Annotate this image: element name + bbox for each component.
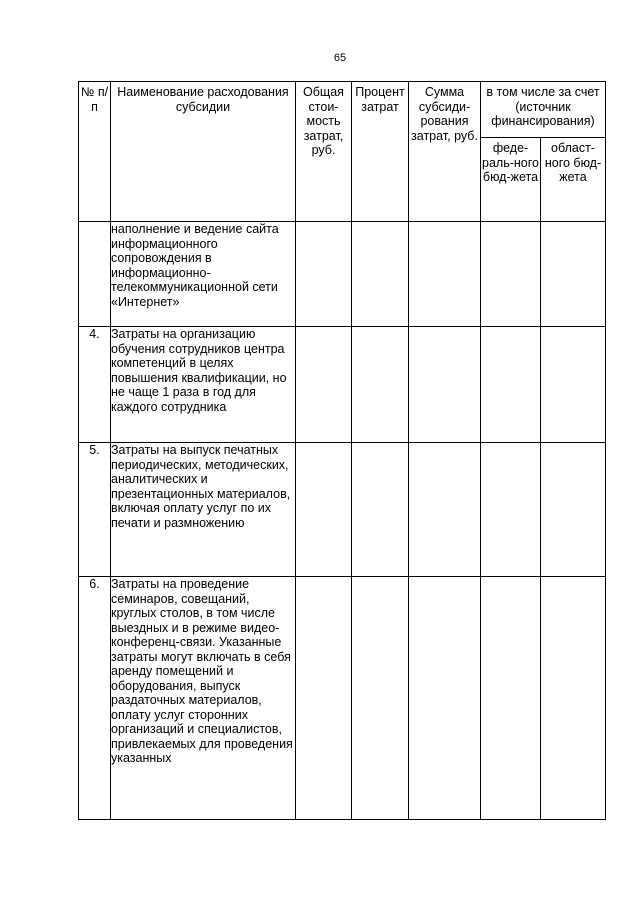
row-number: 5. — [79, 443, 111, 577]
row-expense-name: наполнение и ведение сайта информационного сопровождения в информационно-телекоммуникационной сети «Интернет» — [111, 222, 296, 327]
row-total-cost-cell — [296, 443, 352, 577]
table-row — [79, 327, 606, 443]
row-percent-cell — [352, 577, 409, 820]
row-percent-cell — [352, 327, 409, 443]
row-federal-cell — [481, 327, 541, 443]
header-regional-budget: област-ного бюд-жета — [541, 138, 606, 222]
header-number: № п/п — [79, 82, 111, 222]
row-federal-cell — [481, 443, 541, 577]
row-regional-cell — [541, 443, 606, 577]
table-row — [79, 443, 606, 577]
row-total-cost-cell — [296, 577, 352, 820]
row-total-cost-cell — [296, 222, 352, 327]
row-federal-cell — [481, 222, 541, 327]
table-row — [79, 577, 606, 820]
header-federal-budget: феде-раль-ного бюд-жета — [481, 138, 541, 222]
header-percent: Процент затрат — [352, 82, 409, 222]
header-including-sources: в том числе за счет (источник финансирования) — [481, 82, 606, 138]
row-total-cost-cell — [296, 327, 352, 443]
header-total-cost: Общая стои-мость затрат, руб. — [296, 82, 352, 222]
row-subsidy-sum-cell — [409, 327, 481, 443]
table-row — [79, 222, 606, 327]
subsidy-expenses-table — [78, 81, 606, 820]
row-regional-cell — [541, 327, 606, 443]
row-expense-name: Затраты на проведение семинаров, совещаний, круглых столов, в том числе выездных и в режиме видео-конференц-связи. Указанные затраты могут включать в себя аренду помещений и оборудования, выпуск раздаточных материалов, оплату услуг сторонних организаций и специалистов, привлекаемых для проведения указанных — [111, 577, 296, 820]
row-expense-name: Затраты на организацию обучения сотрудников центра компетенций в целях повышения квалификации, но не чаще 1 раза в год для каждого сотрудника — [111, 327, 296, 443]
row-subsidy-sum-cell — [409, 222, 481, 327]
row-percent-cell — [352, 222, 409, 327]
row-number: 6. — [79, 577, 111, 820]
header-expense-name: Наименование расходования субсидии — [111, 82, 296, 222]
row-regional-cell — [541, 577, 606, 820]
row-subsidy-sum-cell — [409, 577, 481, 820]
page-number: 65 — [333, 52, 347, 64]
row-percent-cell — [352, 443, 409, 577]
row-expense-name: Затраты на выпуск печатных периодических, методических, аналитических и презентационных материалов, включая оплату услуг по их печати и размножению — [111, 443, 296, 577]
row-number — [79, 222, 111, 327]
row-regional-cell — [541, 222, 606, 327]
header-row — [79, 82, 606, 138]
row-subsidy-sum-cell — [409, 443, 481, 577]
header-subsidy-sum: Сумма субсиди-рования затрат, руб. — [409, 82, 481, 222]
row-federal-cell — [481, 577, 541, 820]
row-number: 4. — [79, 327, 111, 443]
